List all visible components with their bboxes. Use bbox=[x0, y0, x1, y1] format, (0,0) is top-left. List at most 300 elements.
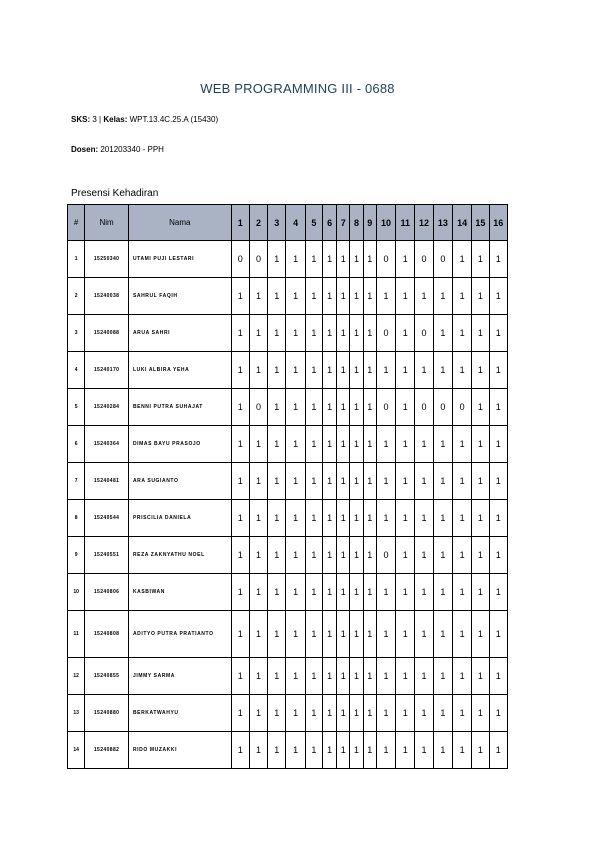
student-nim: 15240088 bbox=[85, 315, 129, 352]
attendance-cell: 1 bbox=[433, 658, 452, 695]
student-name: PRISCILIA DANIELA bbox=[128, 500, 231, 537]
sks-value: 3 bbox=[92, 115, 97, 124]
attendance-cell: 1 bbox=[231, 278, 249, 315]
attendance-cell: 1 bbox=[415, 463, 433, 500]
attendance-cell: 1 bbox=[376, 658, 395, 695]
attendance-cell: 1 bbox=[350, 241, 363, 278]
attendance-cell: 1 bbox=[231, 463, 249, 500]
attendance-cell: 1 bbox=[396, 695, 415, 732]
attendance-cell: 1 bbox=[363, 695, 376, 732]
attendance-cell: 1 bbox=[337, 732, 350, 769]
section-title: Presensi Kehadiran bbox=[71, 188, 159, 199]
student-nim: 15240806 bbox=[85, 574, 129, 611]
attendance-cell: 1 bbox=[286, 732, 305, 769]
row-index: 14 bbox=[68, 732, 85, 769]
table-row bbox=[68, 352, 508, 389]
attendance-cell: 1 bbox=[268, 537, 286, 574]
header-nama: Nama bbox=[128, 205, 231, 241]
attendance-cell: 1 bbox=[268, 611, 286, 658]
attendance-cell: 1 bbox=[489, 500, 507, 537]
attendance-cell: 1 bbox=[322, 241, 336, 278]
table-row bbox=[68, 463, 508, 500]
attendance-cell: 1 bbox=[249, 500, 267, 537]
attendance-cell: 1 bbox=[489, 658, 507, 695]
attendance-cell: 1 bbox=[415, 658, 433, 695]
attendance-cell: 1 bbox=[231, 574, 249, 611]
attendance-cell: 1 bbox=[268, 695, 286, 732]
row-index: 7 bbox=[68, 463, 85, 500]
attendance-cell: 1 bbox=[489, 574, 507, 611]
class-info bbox=[71, 115, 218, 124]
attendance-cell: 1 bbox=[489, 537, 507, 574]
header-meeting: 5 bbox=[305, 205, 322, 241]
attendance-cell: 1 bbox=[376, 463, 395, 500]
attendance-cell: 1 bbox=[268, 389, 286, 426]
header-index: # bbox=[68, 205, 85, 241]
header-meeting: 10 bbox=[376, 205, 395, 241]
attendance-cell: 1 bbox=[231, 611, 249, 658]
attendance-cell: 1 bbox=[452, 426, 471, 463]
attendance-cell: 0 bbox=[376, 315, 395, 352]
kelas-label: Kelas: bbox=[103, 115, 128, 124]
attendance-cell: 1 bbox=[305, 241, 322, 278]
attendance-cell: 1 bbox=[305, 611, 322, 658]
table-row bbox=[68, 611, 508, 658]
attendance-cell: 1 bbox=[363, 463, 376, 500]
attendance-cell: 1 bbox=[489, 278, 507, 315]
attendance-cell: 1 bbox=[415, 352, 433, 389]
attendance-cell: 1 bbox=[231, 389, 249, 426]
attendance-cell: 1 bbox=[268, 352, 286, 389]
attendance-cell: 1 bbox=[350, 389, 363, 426]
attendance-cell: 1 bbox=[363, 278, 376, 315]
attendance-cell: 1 bbox=[286, 537, 305, 574]
attendance-cell: 1 bbox=[286, 695, 305, 732]
attendance-cell: 1 bbox=[350, 500, 363, 537]
attendance-cell: 1 bbox=[249, 574, 267, 611]
attendance-cell: 1 bbox=[433, 537, 452, 574]
attendance-cell: 1 bbox=[337, 278, 350, 315]
attendance-cell: 1 bbox=[363, 537, 376, 574]
row-index: 2 bbox=[68, 278, 85, 315]
attendance-cell: 1 bbox=[231, 315, 249, 352]
attendance-cell: 1 bbox=[322, 658, 336, 695]
student-name: ARUA SAHRI bbox=[128, 315, 231, 352]
attendance-cell: 1 bbox=[286, 658, 305, 695]
attendance-cell: 1 bbox=[286, 241, 305, 278]
attendance-cell: 1 bbox=[305, 658, 322, 695]
attendance-cell: 1 bbox=[322, 315, 336, 352]
attendance-cell: 1 bbox=[433, 426, 452, 463]
attendance-cell: 1 bbox=[472, 695, 489, 732]
header-nim: Nim bbox=[85, 205, 129, 241]
header-meeting: 7 bbox=[337, 205, 350, 241]
attendance-cell: 1 bbox=[452, 500, 471, 537]
attendance-cell: 0 bbox=[376, 389, 395, 426]
student-name: DIMAS BAYU PRASOJO bbox=[128, 426, 231, 463]
attendance-cell: 1 bbox=[350, 695, 363, 732]
attendance-cell: 1 bbox=[305, 426, 322, 463]
attendance-cell: 1 bbox=[249, 426, 267, 463]
student-nim: 15250340 bbox=[85, 241, 129, 278]
attendance-cell: 0 bbox=[249, 241, 267, 278]
attendance-cell: 1 bbox=[472, 315, 489, 352]
attendance-cell: 1 bbox=[472, 463, 489, 500]
attendance-cell: 1 bbox=[350, 315, 363, 352]
table-row bbox=[68, 278, 508, 315]
attendance-cell: 1 bbox=[472, 352, 489, 389]
attendance-cell: 1 bbox=[415, 426, 433, 463]
attendance-cell: 1 bbox=[231, 352, 249, 389]
header-meeting: 2 bbox=[249, 205, 267, 241]
attendance-cell: 1 bbox=[305, 278, 322, 315]
student-name: BENNI PUTRA SUHAJAT bbox=[128, 389, 231, 426]
attendance-cell: 1 bbox=[363, 389, 376, 426]
attendance-cell: 1 bbox=[249, 352, 267, 389]
attendance-cell: 1 bbox=[489, 241, 507, 278]
attendance-cell: 1 bbox=[472, 278, 489, 315]
header-meeting: 6 bbox=[322, 205, 336, 241]
attendance-cell: 1 bbox=[286, 500, 305, 537]
attendance-cell: 1 bbox=[396, 426, 415, 463]
header-meeting: 16 bbox=[489, 205, 507, 241]
attendance-cell: 1 bbox=[396, 658, 415, 695]
table-row bbox=[68, 658, 508, 695]
attendance-cell: 1 bbox=[415, 574, 433, 611]
attendance-cell: 1 bbox=[350, 537, 363, 574]
attendance-cell: 1 bbox=[376, 278, 395, 315]
attendance-cell: 1 bbox=[363, 732, 376, 769]
attendance-cell: 1 bbox=[337, 389, 350, 426]
attendance-cell: 1 bbox=[396, 315, 415, 352]
attendance-cell: 1 bbox=[489, 695, 507, 732]
attendance-cell: 1 bbox=[433, 315, 452, 352]
attendance-cell: 1 bbox=[337, 695, 350, 732]
attendance-cell: 1 bbox=[452, 574, 471, 611]
row-index: 8 bbox=[68, 500, 85, 537]
kelas-value: WPT.13.4C.25.A (15430) bbox=[129, 115, 219, 124]
attendance-cell: 1 bbox=[322, 695, 336, 732]
header-meeting: 4 bbox=[286, 205, 305, 241]
attendance-cell: 1 bbox=[350, 658, 363, 695]
attendance-cell: 1 bbox=[433, 732, 452, 769]
attendance-cell: 1 bbox=[286, 389, 305, 426]
attendance-cell: 1 bbox=[268, 241, 286, 278]
attendance-cell: 0 bbox=[415, 389, 433, 426]
attendance-cell: 1 bbox=[337, 241, 350, 278]
attendance-cell: 1 bbox=[472, 658, 489, 695]
attendance-cell: 1 bbox=[452, 278, 471, 315]
lecturer-info bbox=[71, 145, 164, 154]
attendance-cell: 1 bbox=[249, 463, 267, 500]
row-index: 3 bbox=[68, 315, 85, 352]
attendance-cell: 1 bbox=[286, 278, 305, 315]
header-meeting: 1 bbox=[231, 205, 249, 241]
attendance-cell: 1 bbox=[363, 658, 376, 695]
attendance-cell: 1 bbox=[268, 658, 286, 695]
attendance-cell: 1 bbox=[286, 463, 305, 500]
student-name: UTAMI PUJI LESTARI bbox=[128, 241, 231, 278]
student-nim: 15240170 bbox=[85, 352, 129, 389]
student-nim: 15240551 bbox=[85, 537, 129, 574]
attendance-cell: 1 bbox=[376, 574, 395, 611]
student-name: JIMMY SARMA bbox=[128, 658, 231, 695]
attendance-cell: 1 bbox=[396, 574, 415, 611]
attendance-table bbox=[67, 204, 508, 769]
attendance-cell: 1 bbox=[350, 732, 363, 769]
attendance-cell: 0 bbox=[415, 315, 433, 352]
attendance-cell: 1 bbox=[249, 315, 267, 352]
attendance-cell: 1 bbox=[472, 389, 489, 426]
attendance-cell: 1 bbox=[322, 352, 336, 389]
attendance-cell: 1 bbox=[305, 352, 322, 389]
attendance-cell: 1 bbox=[489, 389, 507, 426]
attendance-cell: 1 bbox=[452, 611, 471, 658]
attendance-cell: 1 bbox=[337, 658, 350, 695]
student-nim: 15240284 bbox=[85, 389, 129, 426]
attendance-cell: 1 bbox=[363, 500, 376, 537]
attendance-cell: 1 bbox=[472, 574, 489, 611]
attendance-cell: 1 bbox=[268, 574, 286, 611]
row-index: 5 bbox=[68, 389, 85, 426]
row-index: 1 bbox=[68, 241, 85, 278]
attendance-cell: 1 bbox=[249, 611, 267, 658]
attendance-cell: 1 bbox=[337, 500, 350, 537]
student-name: ADITYO PUTRA PRATIANTO bbox=[128, 611, 231, 658]
attendance-cell: 1 bbox=[396, 278, 415, 315]
student-nim: 15240855 bbox=[85, 658, 129, 695]
attendance-cell: 1 bbox=[286, 574, 305, 611]
attendance-cell: 1 bbox=[322, 537, 336, 574]
attendance-cell: 1 bbox=[286, 315, 305, 352]
attendance-cell: 1 bbox=[376, 352, 395, 389]
row-index: 4 bbox=[68, 352, 85, 389]
attendance-cell: 1 bbox=[472, 500, 489, 537]
attendance-cell: 1 bbox=[433, 278, 452, 315]
row-index: 6 bbox=[68, 426, 85, 463]
table-row bbox=[68, 389, 508, 426]
attendance-cell: 1 bbox=[489, 315, 507, 352]
attendance-cell: 1 bbox=[489, 463, 507, 500]
attendance-cell: 1 bbox=[268, 500, 286, 537]
attendance-cell: 1 bbox=[415, 732, 433, 769]
attendance-cell: 1 bbox=[322, 574, 336, 611]
attendance-cell: 1 bbox=[268, 315, 286, 352]
attendance-cell: 1 bbox=[322, 278, 336, 315]
header-meeting: 12 bbox=[415, 205, 433, 241]
attendance-cell: 1 bbox=[249, 658, 267, 695]
attendance-cell: 1 bbox=[489, 611, 507, 658]
student-name: KASBIWAN bbox=[128, 574, 231, 611]
attendance-cell: 1 bbox=[472, 241, 489, 278]
attendance-cell: 1 bbox=[249, 278, 267, 315]
attendance-cell: 1 bbox=[376, 695, 395, 732]
student-name: RIDO MUZAKKI bbox=[128, 732, 231, 769]
student-name: ARA SUGIANTO bbox=[128, 463, 231, 500]
student-name: SAHRUL FAQIH bbox=[128, 278, 231, 315]
attendance-cell: 1 bbox=[415, 695, 433, 732]
row-index: 11 bbox=[68, 611, 85, 658]
attendance-cell: 1 bbox=[363, 241, 376, 278]
row-index: 13 bbox=[68, 695, 85, 732]
sks-label: SKS: bbox=[71, 115, 91, 124]
student-nim: 15240808 bbox=[85, 611, 129, 658]
attendance-cell: 1 bbox=[396, 537, 415, 574]
separator: | bbox=[99, 115, 102, 124]
attendance-cell: 1 bbox=[363, 611, 376, 658]
attendance-cell: 1 bbox=[305, 574, 322, 611]
attendance-cell: 0 bbox=[415, 241, 433, 278]
attendance-cell: 0 bbox=[376, 241, 395, 278]
student-nim: 15240882 bbox=[85, 732, 129, 769]
attendance-cell: 1 bbox=[305, 389, 322, 426]
row-index: 10 bbox=[68, 574, 85, 611]
header-meeting: 8 bbox=[350, 205, 363, 241]
attendance-cell: 1 bbox=[268, 732, 286, 769]
attendance-cell: 1 bbox=[231, 426, 249, 463]
attendance-cell: 1 bbox=[376, 611, 395, 658]
student-nim: 15240880 bbox=[85, 695, 129, 732]
student-nim: 15240544 bbox=[85, 500, 129, 537]
attendance-cell: 1 bbox=[415, 537, 433, 574]
header-meeting: 15 bbox=[472, 205, 489, 241]
attendance-cell: 1 bbox=[322, 463, 336, 500]
student-name: LUKI ALBIRA YEHA bbox=[128, 352, 231, 389]
attendance-cell: 1 bbox=[363, 352, 376, 389]
attendance-cell: 1 bbox=[286, 352, 305, 389]
header-meeting: 9 bbox=[363, 205, 376, 241]
attendance-cell: 1 bbox=[452, 315, 471, 352]
attendance-cell: 1 bbox=[433, 500, 452, 537]
header-meeting: 3 bbox=[268, 205, 286, 241]
attendance-cell: 1 bbox=[415, 611, 433, 658]
attendance-cell: 1 bbox=[231, 732, 249, 769]
attendance-cell: 1 bbox=[249, 695, 267, 732]
attendance-cell: 1 bbox=[286, 611, 305, 658]
attendance-cell: 1 bbox=[363, 315, 376, 352]
attendance-cell: 1 bbox=[489, 426, 507, 463]
attendance-cell: 1 bbox=[322, 426, 336, 463]
attendance-cell: 1 bbox=[415, 500, 433, 537]
attendance-cell: 1 bbox=[350, 463, 363, 500]
dosen-value: 201203340 - PPH bbox=[100, 145, 164, 154]
header-meeting: 11 bbox=[396, 205, 415, 241]
attendance-cell: 1 bbox=[433, 463, 452, 500]
attendance-cell: 1 bbox=[305, 500, 322, 537]
attendance-cell: 1 bbox=[396, 500, 415, 537]
table-row bbox=[68, 315, 508, 352]
attendance-cell: 1 bbox=[452, 537, 471, 574]
attendance-cell: 1 bbox=[433, 695, 452, 732]
table-row bbox=[68, 732, 508, 769]
attendance-cell: 1 bbox=[433, 574, 452, 611]
attendance-cell: 1 bbox=[268, 278, 286, 315]
header-meeting: 13 bbox=[433, 205, 452, 241]
attendance-cell: 1 bbox=[472, 426, 489, 463]
attendance-cell: 1 bbox=[376, 732, 395, 769]
attendance-cell: 0 bbox=[231, 241, 249, 278]
row-index: 12 bbox=[68, 658, 85, 695]
attendance-cell: 1 bbox=[231, 537, 249, 574]
attendance-cell: 1 bbox=[363, 426, 376, 463]
table-row bbox=[68, 574, 508, 611]
attendance-cell: 1 bbox=[396, 611, 415, 658]
attendance-cell: 1 bbox=[337, 426, 350, 463]
attendance-cell: 1 bbox=[452, 352, 471, 389]
attendance-cell: 1 bbox=[350, 611, 363, 658]
attendance-cell: 1 bbox=[350, 426, 363, 463]
attendance-cell: 0 bbox=[433, 389, 452, 426]
attendance-cell: 1 bbox=[472, 537, 489, 574]
attendance-cell: 1 bbox=[452, 695, 471, 732]
attendance-cell: 1 bbox=[305, 463, 322, 500]
attendance-cell: 1 bbox=[322, 500, 336, 537]
attendance-cell: 1 bbox=[396, 732, 415, 769]
attendance-cell: 1 bbox=[305, 537, 322, 574]
attendance-cell: 1 bbox=[415, 278, 433, 315]
attendance-cell: 1 bbox=[489, 732, 507, 769]
attendance-cell: 1 bbox=[337, 574, 350, 611]
attendance-cell: 1 bbox=[337, 537, 350, 574]
attendance-cell: 1 bbox=[268, 463, 286, 500]
student-name: REZA ZAKNYATHU NOEL bbox=[128, 537, 231, 574]
attendance-cell: 1 bbox=[322, 389, 336, 426]
attendance-cell: 1 bbox=[337, 463, 350, 500]
attendance-cell: 1 bbox=[396, 352, 415, 389]
attendance-cell: 1 bbox=[322, 732, 336, 769]
attendance-cell: 1 bbox=[249, 732, 267, 769]
attendance-cell: 1 bbox=[337, 352, 350, 389]
attendance-cell: 1 bbox=[249, 537, 267, 574]
attendance-cell: 1 bbox=[350, 352, 363, 389]
attendance-cell: 1 bbox=[376, 500, 395, 537]
attendance-cell: 1 bbox=[396, 241, 415, 278]
attendance-cell: 1 bbox=[337, 611, 350, 658]
attendance-cell: 1 bbox=[350, 278, 363, 315]
row-index: 9 bbox=[68, 537, 85, 574]
attendance-cell: 1 bbox=[452, 241, 471, 278]
attendance-cell: 1 bbox=[433, 611, 452, 658]
attendance-cell: 0 bbox=[452, 389, 471, 426]
attendance-cell: 1 bbox=[489, 352, 507, 389]
attendance-cell: 1 bbox=[376, 426, 395, 463]
table-row bbox=[68, 426, 508, 463]
attendance-cell: 0 bbox=[249, 389, 267, 426]
attendance-cell: 1 bbox=[452, 463, 471, 500]
attendance-cell: 1 bbox=[472, 611, 489, 658]
student-name: BERKATWAHYU bbox=[128, 695, 231, 732]
attendance-cell: 1 bbox=[231, 658, 249, 695]
attendance-cell: 1 bbox=[305, 732, 322, 769]
attendance-cell: 1 bbox=[396, 463, 415, 500]
attendance-cell: 1 bbox=[472, 732, 489, 769]
dosen-label: Dosen: bbox=[71, 145, 99, 154]
attendance-cell: 1 bbox=[231, 695, 249, 732]
attendance-cell: 1 bbox=[337, 315, 350, 352]
attendance-cell: 1 bbox=[433, 352, 452, 389]
student-nim: 15240481 bbox=[85, 463, 129, 500]
attendance-cell: 1 bbox=[305, 315, 322, 352]
attendance-cell: 1 bbox=[452, 658, 471, 695]
attendance-cell: 0 bbox=[376, 537, 395, 574]
attendance-cell: 1 bbox=[231, 500, 249, 537]
attendance-cell: 1 bbox=[268, 426, 286, 463]
table-row bbox=[68, 537, 508, 574]
attendance-cell: 1 bbox=[452, 732, 471, 769]
table-row bbox=[68, 241, 508, 278]
table-row bbox=[68, 695, 508, 732]
table-header-row bbox=[68, 205, 508, 241]
